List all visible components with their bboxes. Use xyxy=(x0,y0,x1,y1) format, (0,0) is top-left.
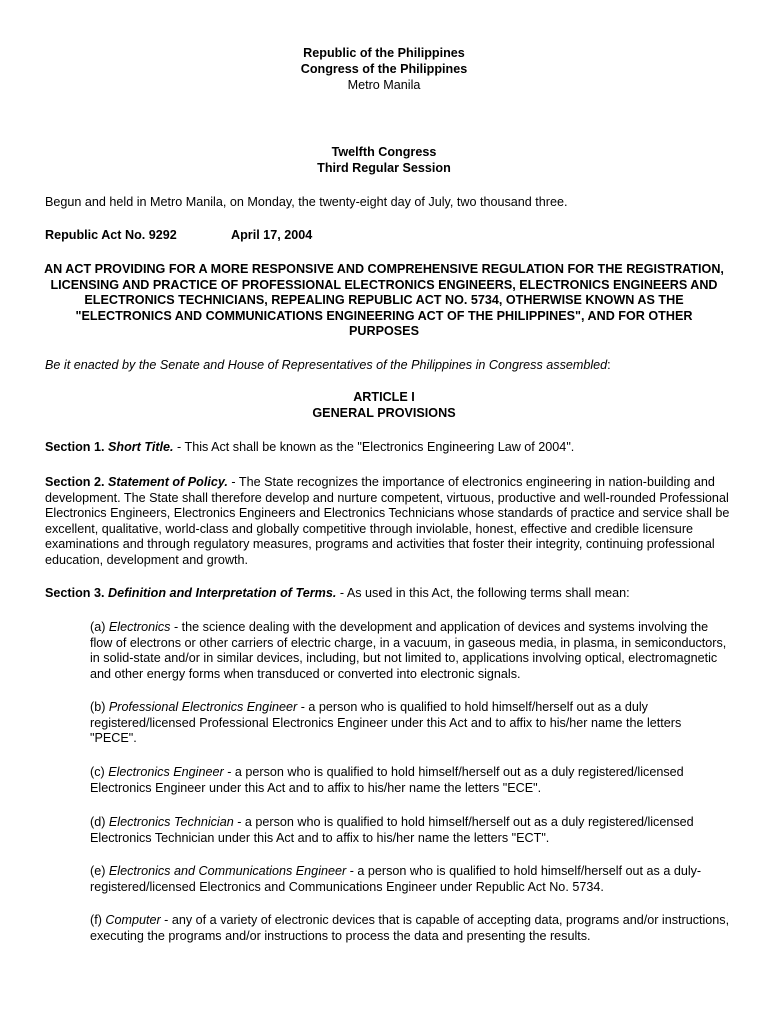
begun-statement: Begun and held in Metro Manila, on Monday, the twenty-eight day of July, two thousand three. xyxy=(45,195,568,209)
enacting-colon: : xyxy=(607,358,611,372)
article-title: GENERAL PROVISIONS xyxy=(312,406,456,420)
definition-letter: (e) xyxy=(90,864,109,878)
definition-ece xyxy=(90,864,730,895)
section-title: Statement of Policy. xyxy=(108,475,228,489)
section-3 xyxy=(45,586,735,602)
republic-act-number: Republic Act No. 9292 xyxy=(45,228,177,242)
definition-computer xyxy=(90,913,730,944)
session-regular: Third Regular Session xyxy=(317,161,451,175)
republic-act-date: April 17, 2004 xyxy=(231,228,313,242)
definition-letter: (d) xyxy=(90,815,109,829)
definition-letter: (a) xyxy=(90,620,109,634)
definition-text: - any of a variety of electronic devices that is capable of accepting data, programs and/or instructions, executing the programs and/or instructions to process the data and presenting the results. xyxy=(90,913,730,943)
definition-electronics xyxy=(90,620,730,682)
session-congress: Twelfth Congress xyxy=(331,145,437,159)
section-1 xyxy=(45,440,735,456)
section-text: - As used in this Act, the following terms shall mean: xyxy=(336,586,630,600)
republic-act-line xyxy=(45,228,735,244)
definition-term: Electronics Technician xyxy=(108,815,234,829)
section-title: Short Title. xyxy=(108,440,174,454)
definition-text: - a person who is qualified to hold himself/herself out as a duly-registered/licensed Electronics and Communications Engineer under Republic Act No. 5734. xyxy=(90,864,702,894)
section-label: Section 1. xyxy=(45,440,105,454)
header-republic: Republic of the Philippines xyxy=(303,46,465,60)
section-label: Section 3. xyxy=(45,586,105,600)
definition-text: - a person who is qualified to hold himself/herself out as a duly registered/licensed Electronics Technician under this Act and to affix to his/her name the letters "ECT". xyxy=(90,815,694,845)
definition-text: - a person who is qualified to hold himself/herself out as a duly registered/licensed Professional Electronics Engineer under this Act and to affix to his/her name the letters "PECE". xyxy=(90,700,682,746)
section-2 xyxy=(45,475,735,569)
definition-letter: (c) xyxy=(90,765,109,779)
definition-letter: (b) xyxy=(90,700,109,714)
definition-term: Electronics and Communications Engineer xyxy=(108,864,347,878)
definition-letter: (f) xyxy=(90,913,106,927)
definition-electronics-engineer xyxy=(90,765,730,796)
header-congress: Congress of the Philippines xyxy=(300,62,468,76)
act-title: AN ACT PROVIDING FOR A MORE RESPONSIVE AND COMPREHENSIVE REGULATION FOR THE REGISTRATION, LICENSING AND PRACTICE OF PROFESSIONAL ELECTRONICS ENGINEERS, ELECTRONICS ENGINEERS AND ELECTRONICS TECHNICIANS, REPEALING REPUBLIC ACT NO. 5734, OTHERWISE KNOWN AS THE "ELECTRONICS AND COMMUNICATIONS ENGINEERING ACT OF THE PHILIPPINES", AND FOR OTHER PURPOSES xyxy=(44,262,724,339)
definition-text: - the science dealing with the development and application of devices and systems involving the flow of electrons or other carriers of electric charge, in a vacuum, in gaseous media, in plasma, in semiconductors, in solid-state and/or in similar devices, including, but not limited to, applications involving optical, electromagnetic and other energy forms when transduced or converted into electronic signals. xyxy=(90,620,727,681)
enacting-text: Be it enacted by the Senate and House of Representatives of the Philippines in Congress assembled xyxy=(45,358,608,372)
definition-term: Computer xyxy=(105,913,161,927)
section-text: - This Act shall be known as the "Electronics Engineering Law of 2004". xyxy=(173,440,575,454)
section-title: Definition and Interpretation of Terms. xyxy=(108,586,337,600)
definition-professional-electronics-engineer xyxy=(90,700,730,747)
section-text: - The State recognizes the importance of electronics engineering in nation-building and development. The State shall therefore develop and nurture competent, virtuous, productive and well-rounded Professional Electronics Engineers, Electronics Engineers and Electronics Technicians whose standards of practice and service shall be excellent, qualitative, world-class and globally competitive through inviolable, honest, effective and credible licensure examinations and through regulatory measures, programs and activities that foster their integrity, continuing professional education, development and growth. xyxy=(45,475,730,567)
enacting-clause xyxy=(45,358,735,374)
definition-term: Professional Electronics Engineer xyxy=(108,700,298,714)
section-label: Section 2. xyxy=(45,475,105,489)
header-location: Metro Manila xyxy=(347,78,421,92)
definition-term: Electronics xyxy=(108,620,171,634)
article-number: ARTICLE I xyxy=(353,390,415,404)
definition-term: Electronics Engineer xyxy=(108,765,224,779)
definition-electronics-technician xyxy=(90,815,730,846)
definition-text: - a person who is qualified to hold himself/herself out as a duly registered/licensed Electronics Engineer under this Act and to affix to his/her name the letters "ECE". xyxy=(90,765,684,795)
